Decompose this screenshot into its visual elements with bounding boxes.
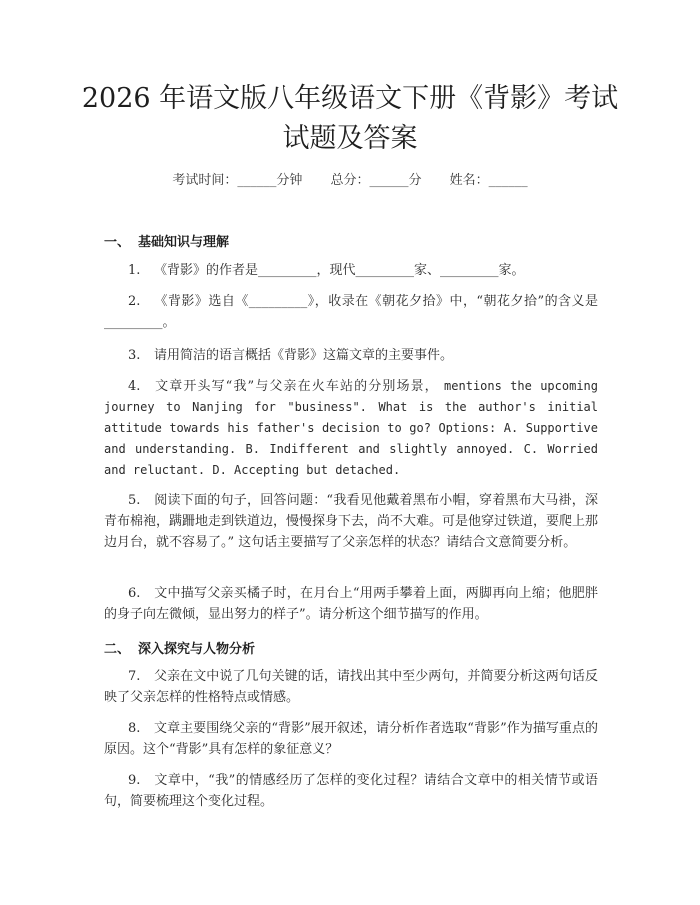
question-text: 阅读下面的句子，回答问题：“我看见他戴着黑布小帽，穿着黑布大马褂，深青布棉袍，蹒跚地走到铁道边，慢慢探身下去，尚不大难。可是他穿过铁道，要爬上那边月台，就不容易了。” 这句话主要描写了父亲怎样的状态？请结合文意简要分析。 [104,493,599,550]
question-text-en: mentions the upcoming journey to Nanjing for "business". What is the author's initial attitude towards his father's decision to go? Options: A. Supportive and understanding. B. Indifferent and slightly annoyed. C. Worried and reluctant. D. Accepting but detached. [104,379,598,477]
question-number: 7. [128,669,141,684]
section-heading-1 [104,231,229,250]
question-text: 《背影》选自《_________》，收录在《朝花夕拾》中，“朝花夕拾”的含义是_________。 [104,294,598,330]
question-8 [104,718,598,760]
question-number: 8. [128,721,141,736]
section-label: 基础知识与理解 [138,235,230,250]
question-number: 3. [128,348,141,363]
section-number: 一、 [104,235,131,250]
question-text: 文章中，“我”的情感经历了怎样的变化过程？请结合文章中的相关情节或语句，简要梳理这个变化过程。 [104,773,598,809]
question-number: 5. [128,493,141,508]
question-number: 2. [128,294,141,309]
question-3 [104,345,598,366]
question-5 [104,490,598,553]
question-number: 1. [128,263,141,278]
question-text: 请用简洁的语言概括《背影》这篇文章的主要事件。 [154,348,454,363]
exam-info-line [0,169,700,188]
question-number: 9. [128,773,141,788]
question-6 [104,583,598,625]
question-4 [104,376,598,481]
total-score-field: 总分：______分 [330,173,422,188]
question-7 [104,666,598,708]
section-number: 二、 [104,642,131,657]
exam-time-field: 考试时间：______分钟 [172,173,303,188]
question-number: 6. [128,586,141,601]
question-text: 文章主要围绕父亲的“背影”展开叙述，请分析作者选取“背影”作为描写重点的原因。这个“背影”具有怎样的象征意义？ [104,721,598,757]
question-text-cn: 文章开头写“我”与父亲在火车站的分别场景， [154,379,439,394]
section-label: 深入探究与人物分析 [138,642,256,657]
question-text: 《背影》的作者是_________，现代_________家、_________家。 [154,263,525,278]
question-2 [104,291,598,333]
section-heading-2 [104,638,255,657]
page-title-line2: 试题及答案 [282,123,418,154]
question-text: 父亲在文中说了几句关键的话，请找出其中至少两句，并简要分析这两句话反映了父亲怎样的性格特点或情感。 [104,669,598,705]
question-text: 文中描写父亲买橘子时，在月台上“用两手攀着上面，两脚再向上缩；他肥胖的身子向左微倾，显出努力的样子”。请分析这个细节描写的作用。 [104,586,598,622]
question-number: 4. [128,379,141,394]
student-name-field: 姓名：______ [449,173,528,188]
question-1 [104,260,598,281]
question-9 [104,770,598,812]
page-title-line1: 2026 年语文版八年级语文下册《背影》考试 [81,83,619,114]
